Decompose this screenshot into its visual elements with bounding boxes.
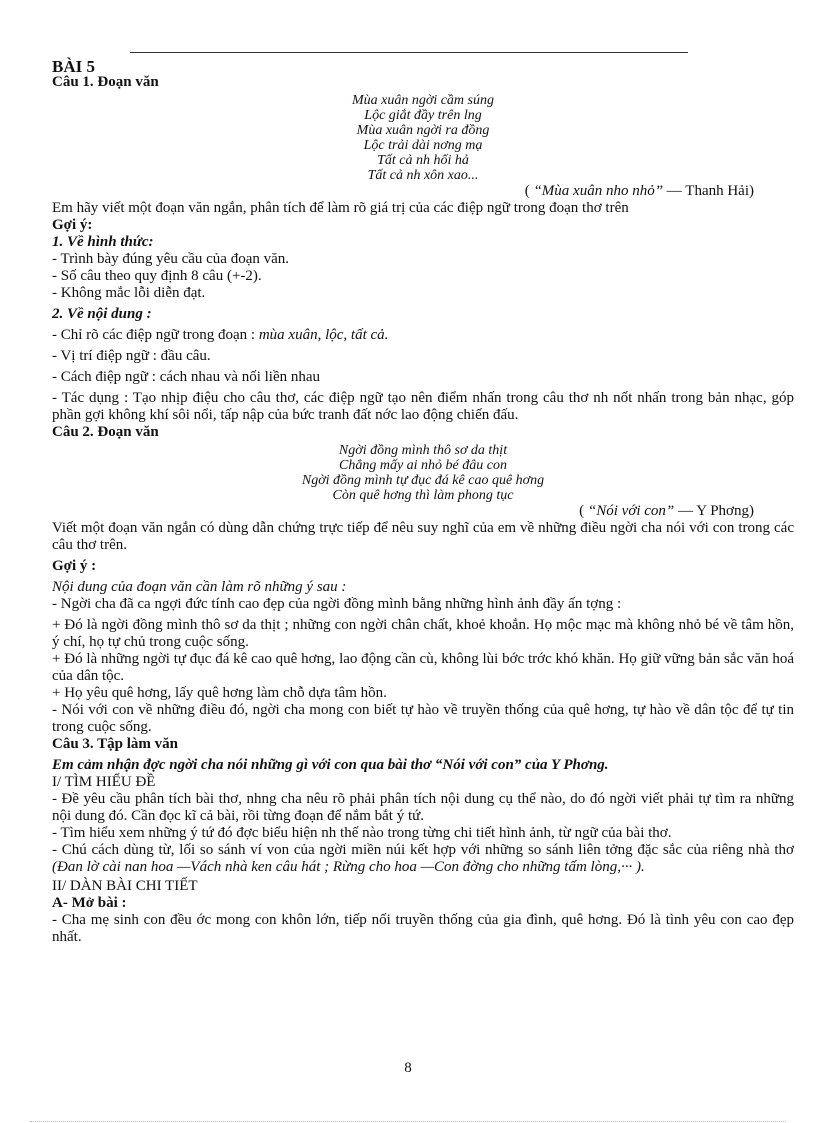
q1-form-item: - Không mắc lỗi diễn đạt. bbox=[52, 285, 206, 301]
poem-line: Lộc giắt đầy trên lng bbox=[364, 108, 482, 123]
q2-intro: Nội dung của đoạn văn cần làm rõ những ý sau : bbox=[52, 579, 347, 595]
q3-prompt: Em cảm nhận đợc ngời cha nói những gì với con qua bài thơ “Nói với con” của Y Phơng. bbox=[52, 757, 609, 773]
q3-section-2a-item: - Cha mẹ sinh con đều ớc mong con khôn lớn, tiếp nối truyền thống của gia đình, quê hơng. Đó là tình yêu con cao đẹp nhất. bbox=[52, 912, 794, 945]
q1-heading: Câu 1. Đoạn văn bbox=[52, 74, 159, 90]
q2-source bbox=[52, 503, 794, 520]
footer-rule bbox=[30, 1121, 786, 1122]
poem-line: Lộc trải dài nơng mạ bbox=[363, 138, 483, 153]
sec1-p3-examples: (Đan lờ cài nan hoa —Vách nhà ken câu hát ; Rừng cho hoa —Con đờng cho những tấm lòng,··· ). bbox=[52, 859, 645, 875]
q3-section-1-item: - Đề yêu cầu phân tích bài thơ, nhng cha nêu rõ phải phân tích nội dung cụ thể nào, do đó ngời viết phải tự tìm ra những nội dung đó. Cần đọc kĩ cả bài, rồi từng đoạn để nắm bắt ý tứ. bbox=[52, 791, 794, 824]
q1-content-heading: 2. Về nội dung : bbox=[52, 306, 152, 322]
q1-poem bbox=[52, 93, 794, 183]
content-1-keywords: mùa xuân, lộc, tất cả. bbox=[258, 327, 389, 343]
q1-content-item bbox=[52, 327, 794, 344]
poem-line: Ngời đồng mình tự đục đá kê cao quê hơng bbox=[301, 473, 545, 488]
q1-form-heading: 1. Về hình thức: bbox=[52, 234, 154, 250]
q3-section-1-item: - Tìm hiểu xem những ý tứ đó đợc biểu hiện nh thế nào trong từng chi tiết hình ảnh, từ ngữ của bài thơ. bbox=[52, 825, 672, 841]
q2-heading: Câu 2. Đoạn văn bbox=[52, 424, 159, 440]
q3-section-2-heading: II/ DÀN BÀI CHI TIẾT bbox=[52, 878, 198, 894]
q3-section-1-item bbox=[52, 842, 794, 876]
source-title: “Mùa xuân nho nhỏ” bbox=[533, 183, 664, 199]
q2-point: + Họ yêu quê hơng, lấy quê hơng làm chỗ dựa tâm hồn. bbox=[52, 685, 387, 701]
source-author: — Y Phơng) bbox=[674, 503, 754, 519]
lesson-title: BÀI 5 bbox=[52, 57, 95, 76]
q1-form-item: - Trình bày đúng yêu cầu của đoạn văn. bbox=[52, 251, 290, 267]
q3-section-2a-heading: A- Mở bài : bbox=[52, 895, 127, 911]
poem-line: Tất cả nh xôn xao... bbox=[367, 168, 479, 183]
q1-content-item: - Cách điệp ngữ : cách nhau và nối liền nhau bbox=[52, 369, 321, 385]
q2-task: Viết một đoạn văn ngắn có dùng dẫn chứng trực tiếp để nêu suy nghĩ của em về những điều ngời cha nói với con trong các câu thơ trên. bbox=[52, 520, 794, 553]
header-rule bbox=[130, 52, 688, 53]
source-title: “Nói với con” bbox=[587, 503, 675, 519]
q1-content-item: - Vị trí điệp ngữ : đầu câu. bbox=[52, 348, 211, 364]
page-number: 8 bbox=[404, 1060, 412, 1076]
source-open: ( bbox=[524, 183, 534, 199]
poem-line: Mùa xuân ngời ra đồng bbox=[356, 123, 490, 138]
q1-form-item: - Số câu theo quy định 8 câu (+-2). bbox=[52, 268, 262, 284]
q2-point: + Đó là những ngời tự đục đá kê cao quê hơng, lao động cần cù, không lùi bớc trớc khó khăn. Họ giữ vững bản sắc văn hoá của dân tộc. bbox=[52, 651, 794, 684]
poem-line: Chẳng mấy ai nhỏ bé đâu con bbox=[339, 458, 507, 473]
q2-hint-label: Gợi ý : bbox=[52, 558, 97, 574]
poem-line: Ngời đồng mình thô sơ da thịt bbox=[338, 443, 508, 458]
q1-hint-label: Gợi ý: bbox=[52, 217, 93, 233]
q2-point: + Đó là ngời đồng mình thô sơ da thịt ; những con ngời chân chất, khoẻ khoắn. Họ mộc mạc mà không nhỏ bé về tâm hồn, ý chí, họ tự chủ trong cuộc sống. bbox=[52, 617, 794, 650]
q3-section-1-heading: I/ TÌM HIỂU ĐỀ bbox=[52, 774, 156, 790]
sec1-p3-prefix: - Chú cách dùng từ, lối so sánh ví von của ngời miền núi kết hợp với những so sánh liên tởng đặc sắc của riêng nhà thơ bbox=[52, 842, 794, 858]
poem-line: Tất cả nh hối hả bbox=[377, 153, 469, 168]
q2-point: - Nói với con về những điều đó, ngời cha mong con biết tự hào về truyền thống của quê hơng, tự hào về dân tộc để tự tin trong cuộc sống. bbox=[52, 702, 794, 735]
page-content bbox=[52, 57, 794, 946]
poem-line: Mùa xuân ngời cầm súng bbox=[351, 93, 494, 108]
q2-point: - Ngời cha đã ca ngợi đức tính cao đẹp của ngời đồng mình bằng những hình ảnh đầy ấn tợng : bbox=[52, 596, 622, 612]
q1-source bbox=[52, 183, 794, 200]
q1-task: Em hãy viết một đoạn văn ngắn, phân tích để làm rõ giá trị của các điệp ngữ trong đoạn thơ trên bbox=[52, 200, 629, 216]
q2-poem bbox=[52, 443, 794, 503]
source-open: ( bbox=[579, 503, 588, 519]
poem-line: Còn quê hơng thì làm phong tục bbox=[332, 488, 514, 503]
content-1-prefix: - Chỉ rõ các điệp ngữ trong đoạn : bbox=[52, 327, 259, 343]
q3-heading: Câu 3. Tập làm văn bbox=[52, 736, 179, 752]
source-author: — Thanh Hải) bbox=[663, 183, 754, 199]
q1-content-item: - Tác dụng : Tạo nhịp điệu cho câu thơ, các điệp ngữ tạo nên điểm nhấn trong câu thơ nh nốt nhấn trong bản nhạc, góp phần gợi không khí sôi nổi, tấp nập của bức tranh đất nớc lao động chiến đấu. bbox=[52, 390, 794, 423]
